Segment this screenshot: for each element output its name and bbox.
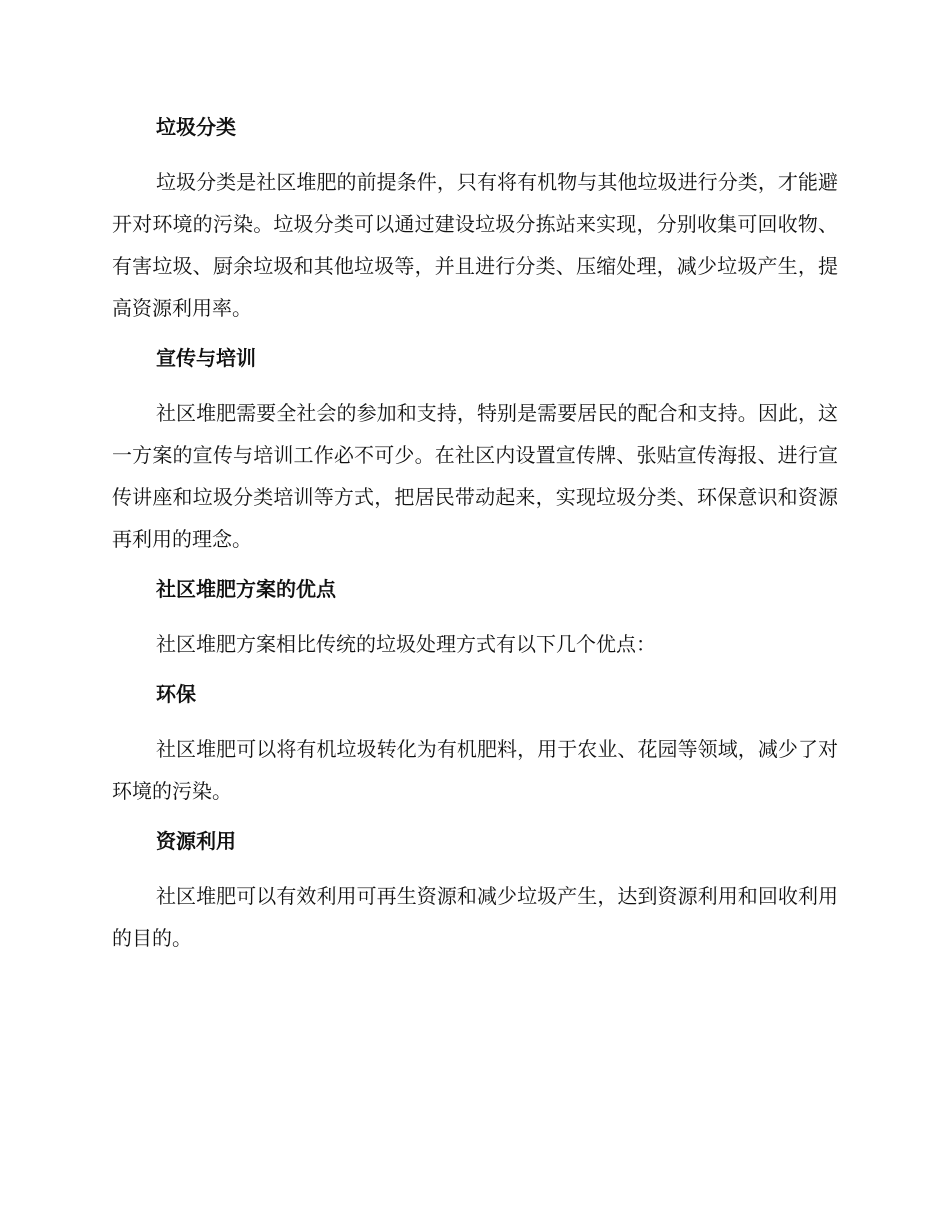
section-paragraph-resource-use: 社区堆肥可以有效利用可再生资源和减少垃圾产生，达到资源利用和回收利用的目的。 (112, 884, 838, 950)
section-heading-publicity-training: 宣传与培训 (156, 346, 256, 370)
section-heading-advantages: 社区堆肥方案的优点 (156, 577, 336, 601)
section-heading-environmental: 环保 (156, 682, 196, 706)
section-paragraph-advantages: 社区堆肥方案相比传统的垃圾处理方式有以下几个优点： (156, 632, 656, 656)
section-paragraph-garbage-sorting: 垃圾分类是社区堆肥的前提条件，只有将有机物与其他垃圾进行分类，才能避开对环境的污染。垃圾分类可以通过建设垃圾分拣站来实现，分别收集可回收物、有害垃圾、厨余垃圾和其他垃圾等，并且进行分类、压缩处理，减少垃圾产生，提高资源利用率。 (112, 170, 838, 320)
section-paragraph-publicity-training: 社区堆肥需要全社会的参加和支持，特别是需要居民的配合和支持。因此，这一方案的宣传与培训工作必不可少。在社区内设置宣传牌、张贴宣传海报、进行宣传讲座和垃圾分类培训等方式，把居民带动起来，实现垃圾分类、环保意识和资源再利用的理念。 (112, 401, 838, 551)
section-paragraph-environmental: 社区堆肥可以将有机垃圾转化为有机肥料，用于农业、花园等领域，减少了对环境的污染。 (112, 737, 838, 803)
section-heading-garbage-sorting: 垃圾分类 (156, 115, 236, 139)
section-heading-resource-use: 资源利用 (156, 829, 236, 853)
